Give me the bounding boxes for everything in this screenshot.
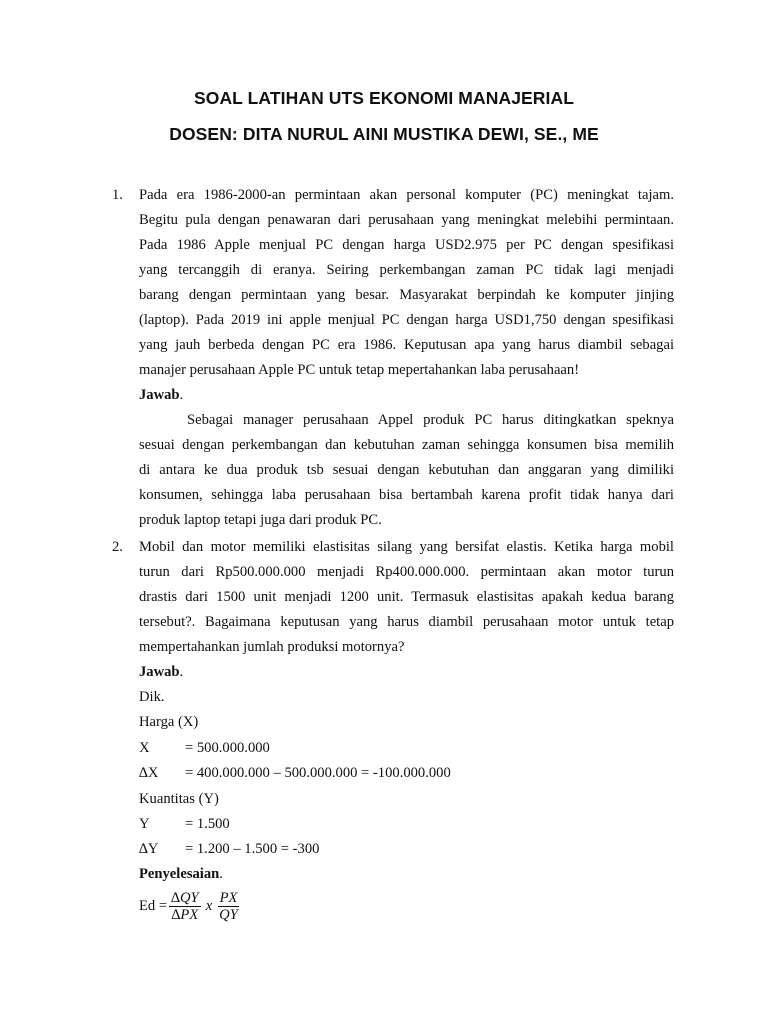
answer-1-line: Sebagai manager perusahaan Appel produk PC harus ditingkatkan speknya bbox=[187, 412, 674, 428]
question-1-line: Begitu pula dengan penawaran dari perusahaan yang meningkat melebihi permintaan. bbox=[139, 212, 674, 228]
answer-1-line: konsumen, sehingga laba perusahaan bisa bertambah karena profit tidak hanya dari bbox=[139, 487, 674, 503]
question-2-line: drastis dari 1500 unit menjadi 1200 unit. Termasuk elastisitas apakah kedua barang bbox=[139, 589, 674, 605]
question-1-line: yang jauh berbeda dengan PC era 1986. Keputusan apa yang harus diambil sebagai bbox=[139, 337, 674, 353]
formula-lhs: Ed = bbox=[139, 898, 168, 914]
question-1-line: Pada 1986 Apple menjual PC dengan harga USD2.975 per PC dengan spesifikasi bbox=[139, 237, 674, 253]
formula-numerator: ∆QY bbox=[171, 890, 199, 906]
question-2-line: mempertahankan jumlah produksi motornya? bbox=[139, 639, 405, 655]
delta-y-value: = 1.200 – 1.500 = -300 bbox=[185, 841, 320, 857]
x-label: X bbox=[139, 740, 150, 756]
answer-1-label: Jawab. bbox=[139, 387, 184, 403]
y-label: Y bbox=[139, 816, 150, 832]
delta-y-label: ∆Y bbox=[139, 841, 159, 857]
question-1-line: (laptop). Pada 2019 ini apple menjual PC dengan harga USD1,750 dengan spesifikasi bbox=[139, 312, 674, 328]
question-2-number: 2. bbox=[112, 539, 123, 555]
answer-1-line: sesuai dengan perkembangan dan kebutuhan zaman sehingga konsumen bisa memilih bbox=[139, 437, 674, 453]
formula-numerator: PX bbox=[219, 890, 238, 906]
answer-1-line: produk laptop tetapi juga dari produk PC. bbox=[139, 512, 382, 528]
question-2-line: tersebut?. Bagaimana keputusan yang harus diambil perusahaan motor untuk tetap bbox=[139, 614, 674, 630]
answer-1-line: di antara ke dua produk tsb sesuai dengan kebutuhan dan anggaran yang dimiliki bbox=[139, 462, 674, 478]
y-value: = 1.500 bbox=[185, 816, 230, 832]
question-1-line: Pada era 1986-2000-an permintaan akan personal komputer (PC) meningkat tajam. bbox=[139, 187, 674, 203]
question-1-line: yang tercanggih di eranya. Seiring perkembangan zaman PC tidak lagi menjadi bbox=[139, 262, 674, 278]
elasticity-formula bbox=[139, 890, 242, 923]
formula-times: x bbox=[205, 898, 213, 914]
x-value: = 500.000.000 bbox=[185, 740, 270, 756]
document-title: SOAL LATIHAN UTS EKONOMI MANAJERIAL bbox=[193, 88, 575, 108]
question-1-number: 1. bbox=[112, 187, 123, 203]
lecturer-line: DOSEN: DITA NURUL AINI MUSTIKA DEWI, SE., ME bbox=[169, 124, 599, 144]
question-1-line: barang dengan permintaan yang besar. Masyarakat berpindah ke komputer jinjing bbox=[139, 287, 674, 303]
formula-fraction-ratio bbox=[217, 890, 240, 923]
formula-denominator: QY bbox=[219, 907, 238, 923]
kuantitas-label: Kuantitas (Y) bbox=[139, 791, 219, 807]
formula-denominator: ∆PX bbox=[171, 907, 199, 923]
answer-2-label: Jawab. bbox=[139, 664, 184, 680]
question-2-line: Mobil dan motor memiliki elastisitas silang yang bersifat elastis. Ketika harga mobil bbox=[139, 539, 674, 555]
delta-x-label: ∆X bbox=[139, 765, 159, 781]
penyelesaian-label: Penyelesaian. bbox=[139, 866, 223, 882]
question-2-line: turun dari Rp500.000.000 menjadi Rp400.000.000. permintaan akan motor turun bbox=[139, 564, 674, 580]
dik-label: Dik. bbox=[139, 689, 165, 705]
delta-x-value: = 400.000.000 – 500.000.000 = -100.000.000 bbox=[185, 765, 451, 781]
question-1-line: manajer perusahaan Apple PC untuk tetap mepertahankan laba perusahaan! bbox=[139, 362, 580, 378]
harga-label: Harga (X) bbox=[139, 714, 199, 730]
formula-fraction-delta bbox=[169, 890, 201, 923]
